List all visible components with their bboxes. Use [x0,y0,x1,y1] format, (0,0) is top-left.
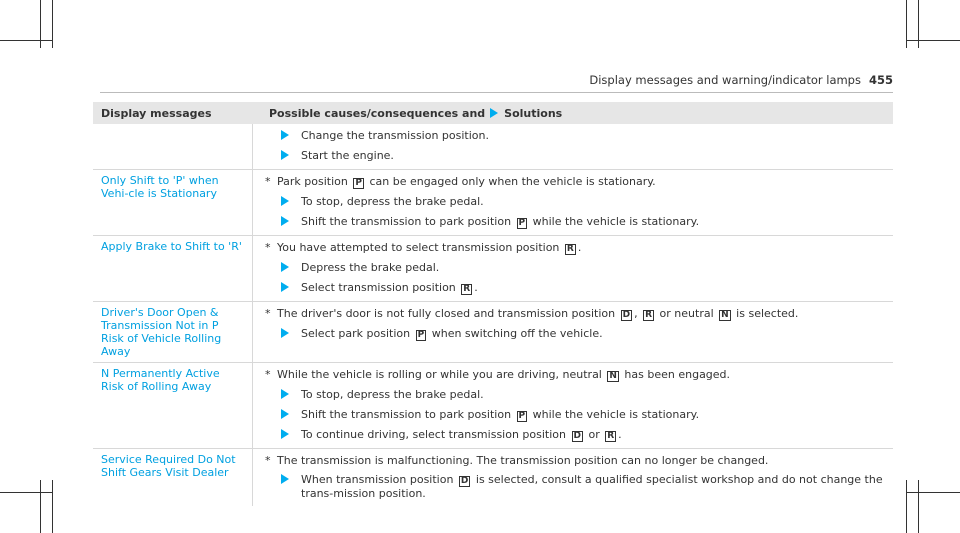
solution-item [253,425,893,445]
col-header-causes-label: Possible causes/consequences and [269,106,486,120]
solution-text: Shift the transmission to park position P while the vehicle is stationary. [301,215,700,228]
crop-mark [52,480,53,533]
solution-text: Shift the transmission to park position P while the vehicle is stationary. [301,408,700,421]
cause-item [253,238,893,258]
cause-text: You have attempted to select transmission position R . [277,241,582,254]
cause-item [253,365,893,385]
solution-arrow-icon [281,216,289,226]
gear-d-symbol: D [573,431,581,441]
causes-solutions-cell [253,449,893,506]
solution-arrow-icon [281,262,289,272]
solution-marker [281,428,301,442]
gear-n-symbol: N [721,310,729,320]
gear-p-symbol: P [518,411,526,421]
display-message: Apply Brake to Shift to 'R' [93,236,253,301]
solution-arrow-icon [281,429,289,439]
solution-text: To stop, depress the brake pedal. [301,195,484,208]
solution-item [253,405,893,425]
table-row [93,449,893,506]
bullet-asterisk: * [265,368,271,381]
display-message: Only Shift to 'P' when Vehi-cle is Stationary [93,170,253,235]
solution-marker [281,327,301,341]
solution-arrow-icon [281,196,289,206]
gear-r-symbol: R [645,310,653,320]
solution-item [253,212,893,232]
solution-text: Select park position P when switching off the vehicle. [301,327,603,340]
causes-solutions-cell [253,170,893,235]
table-row [93,236,893,302]
gear-r-symbol: R [463,284,471,294]
gear-p-symbol: P [355,178,362,188]
table-row [93,302,893,363]
solution-text: When transmission position D is selected, consult a qualified specialist workshop and do not change the trans-mission position. [301,473,883,500]
display-message: Driver's Door Open & Transmission Not in P Risk of Vehicle Rolling Away [93,302,253,362]
crop-mark [40,480,41,533]
cause-text: The transmission is malfunctioning. The transmission position can no longer be changed. [277,454,769,467]
gear-r-symbol: R [566,244,574,254]
causes-solutions-cell [253,363,893,448]
display-message [93,124,253,169]
crop-mark [918,480,919,533]
solution-marker [281,281,301,295]
display-message: N Permanently Active Risk of Rolling Away [93,363,253,448]
table-row [93,170,893,236]
gear-r-symbol: R [607,431,615,441]
solution-marker [281,215,301,229]
solution-item [253,192,893,212]
solution-item [253,278,893,298]
col-header-display: Display messages [101,106,212,120]
solution-marker [281,129,301,143]
causes-solutions-cell [253,302,893,362]
causes-solutions-cell [253,236,893,301]
cause-text: While the vehicle is rolling or while you are driving, neutral N has been engaged. [277,368,731,381]
bullet-asterisk: * [265,175,271,188]
crop-mark [906,40,960,41]
solution-text: Change the transmission position. [301,129,489,142]
solution-item [253,258,893,278]
solution-text: To continue driving, select transmission position D or R . [301,428,622,441]
solution-arrow-icon [281,474,289,484]
solution-text: To stop, depress the brake pedal. [301,388,484,401]
cause-item [253,451,893,470]
solution-arrow-icon [281,409,289,419]
solution-marker [281,149,301,163]
gear-p-symbol: P [518,218,526,228]
causes-solutions-cell [253,124,893,169]
solution-marker [281,195,301,209]
solution-arrow-icon [281,130,289,140]
display-message: Service Required Do Not Shift Gears Visit Dealer [93,449,253,506]
cause-text: The driver's door is not fully closed and transmission position D , R or neutral N is selected. [277,307,799,320]
crop-mark [0,492,52,493]
solution-item [253,324,893,344]
table-row [93,124,893,170]
page-header-title: Display messages and warning/indicator lamps [589,73,861,87]
gear-d-symbol: D [622,310,631,320]
solution-item [253,385,893,405]
solution-marker [281,473,301,487]
header-divider [100,92,893,93]
crop-mark [0,40,52,41]
col-header-causes [261,107,893,120]
solution-arrow-icon [281,389,289,399]
solution-item [253,126,893,146]
solution-arrow-icon [490,108,498,118]
cause-text: Park position P can be engaged only when the vehicle is stationary. [277,175,656,188]
gear-d-symbol: D [460,476,469,486]
bullet-asterisk: * [265,454,271,467]
page-header [0,73,893,87]
solution-item [253,470,893,503]
solution-arrow-icon [281,282,289,292]
solution-text: Depress the brake pedal. [301,261,440,274]
cause-item [253,172,893,192]
messages-table [93,102,893,506]
crop-mark [906,480,907,533]
col-header-solutions-label: Solutions [504,106,563,120]
solution-text: Select transmission position R . [301,281,478,294]
gear-n-symbol: N [609,371,617,381]
table-row [93,363,893,449]
solution-arrow-icon [281,150,289,160]
solution-arrow-icon [281,328,289,338]
table-header [93,102,893,124]
crop-mark [52,0,53,48]
page-number: 455 [868,73,893,87]
solution-marker [281,261,301,275]
bullet-asterisk: * [265,307,271,320]
bullet-asterisk: * [265,241,271,254]
gear-p-symbol: P [417,330,425,340]
solution-text: Start the engine. [301,149,394,162]
solution-marker [281,388,301,402]
table-body [93,124,893,506]
solution-item [253,146,893,166]
cause-item [253,304,893,324]
crop-mark [906,492,960,493]
solution-marker [281,408,301,422]
